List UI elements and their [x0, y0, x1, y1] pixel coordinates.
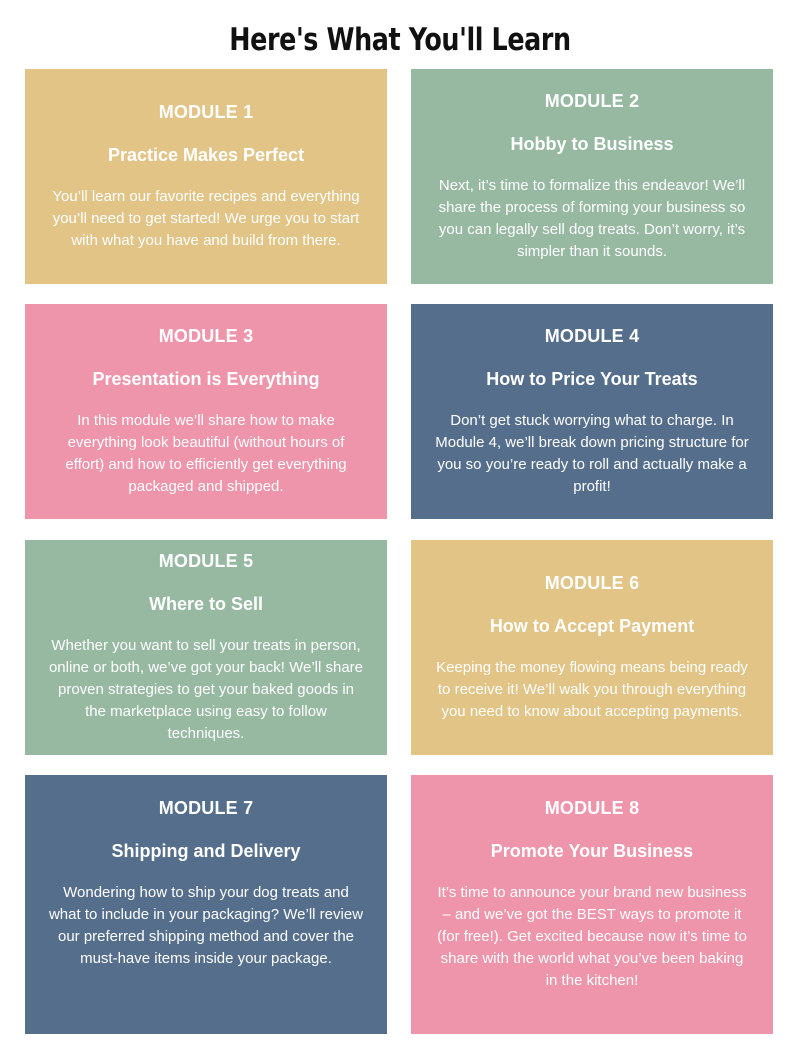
module-description: Keeping the money flowing means being ready to receive it! We’ll walk you through everything you need to know about accepting payments.	[436, 658, 748, 720]
page-title: Here's What You'll Learn	[229, 22, 571, 58]
module-card-8	[411, 775, 773, 1034]
module-title: Promote Your Business	[490, 840, 694, 861]
module-card-7	[25, 775, 387, 1034]
module-label: MODULE 8	[544, 797, 640, 818]
module-card-4	[411, 304, 773, 519]
module-label: MODULE 6	[544, 572, 640, 593]
module-description: Whether you want to sell your treats in person, online or both, we’ve got your back! We’ll share proven strategies to get your baked goods in the marketplace using easy to follow techniques.	[48, 636, 364, 742]
module-title: Presentation is Everything	[92, 368, 320, 389]
module-label: MODULE 7	[158, 797, 254, 818]
module-description: Next, it’s time to formalize this endeavor! We’ll share the process of forming your business so you can legally sell dog treats. Don’t worry, it’s simpler than it sounds.	[438, 176, 746, 260]
module-title: Where to Sell	[148, 593, 264, 614]
module-title: Shipping and Delivery	[111, 840, 301, 861]
module-card-6	[411, 540, 773, 755]
module-title: How to Accept Payment	[489, 615, 695, 636]
module-title: Practice Makes Perfect	[107, 144, 305, 165]
module-description: Don’t get stuck worrying what to charge. In Module 4, we’ll break down pricing structure for you so you’re ready to roll and actually make a profit!	[435, 411, 749, 495]
module-label: MODULE 4	[544, 325, 640, 346]
module-title: How to Price Your Treats	[486, 368, 698, 389]
module-description: In this module we’ll share how to make everything look beautiful (without hours of effort) and how to efficiently get everything packaged and shipped.	[65, 411, 347, 495]
module-card-3	[25, 304, 387, 519]
module-description: It’s time to announce your brand new business – and we’ve got the BEST ways to promote it (for free!). Get excited because now it’s time to share with the world what you’ve been baking in the kitchen!	[437, 883, 747, 989]
module-card-5	[25, 540, 387, 755]
module-description: You’ll learn our favorite recipes and everything you’ll need to get started! We urge you to start with what you have and build from there.	[52, 187, 360, 249]
module-label: MODULE 5	[158, 550, 254, 571]
module-description: Wondering how to ship your dog treats and what to include in your packaging? We’ll review our preferred shipping method and cover the must-have items inside your package.	[48, 883, 364, 967]
module-label: MODULE 1	[158, 101, 254, 122]
module-title: Hobby to Business	[510, 133, 674, 154]
module-label: MODULE 2	[544, 90, 640, 111]
module-card-1	[25, 69, 387, 284]
module-label: MODULE 3	[158, 325, 254, 346]
module-card-2	[411, 69, 773, 284]
